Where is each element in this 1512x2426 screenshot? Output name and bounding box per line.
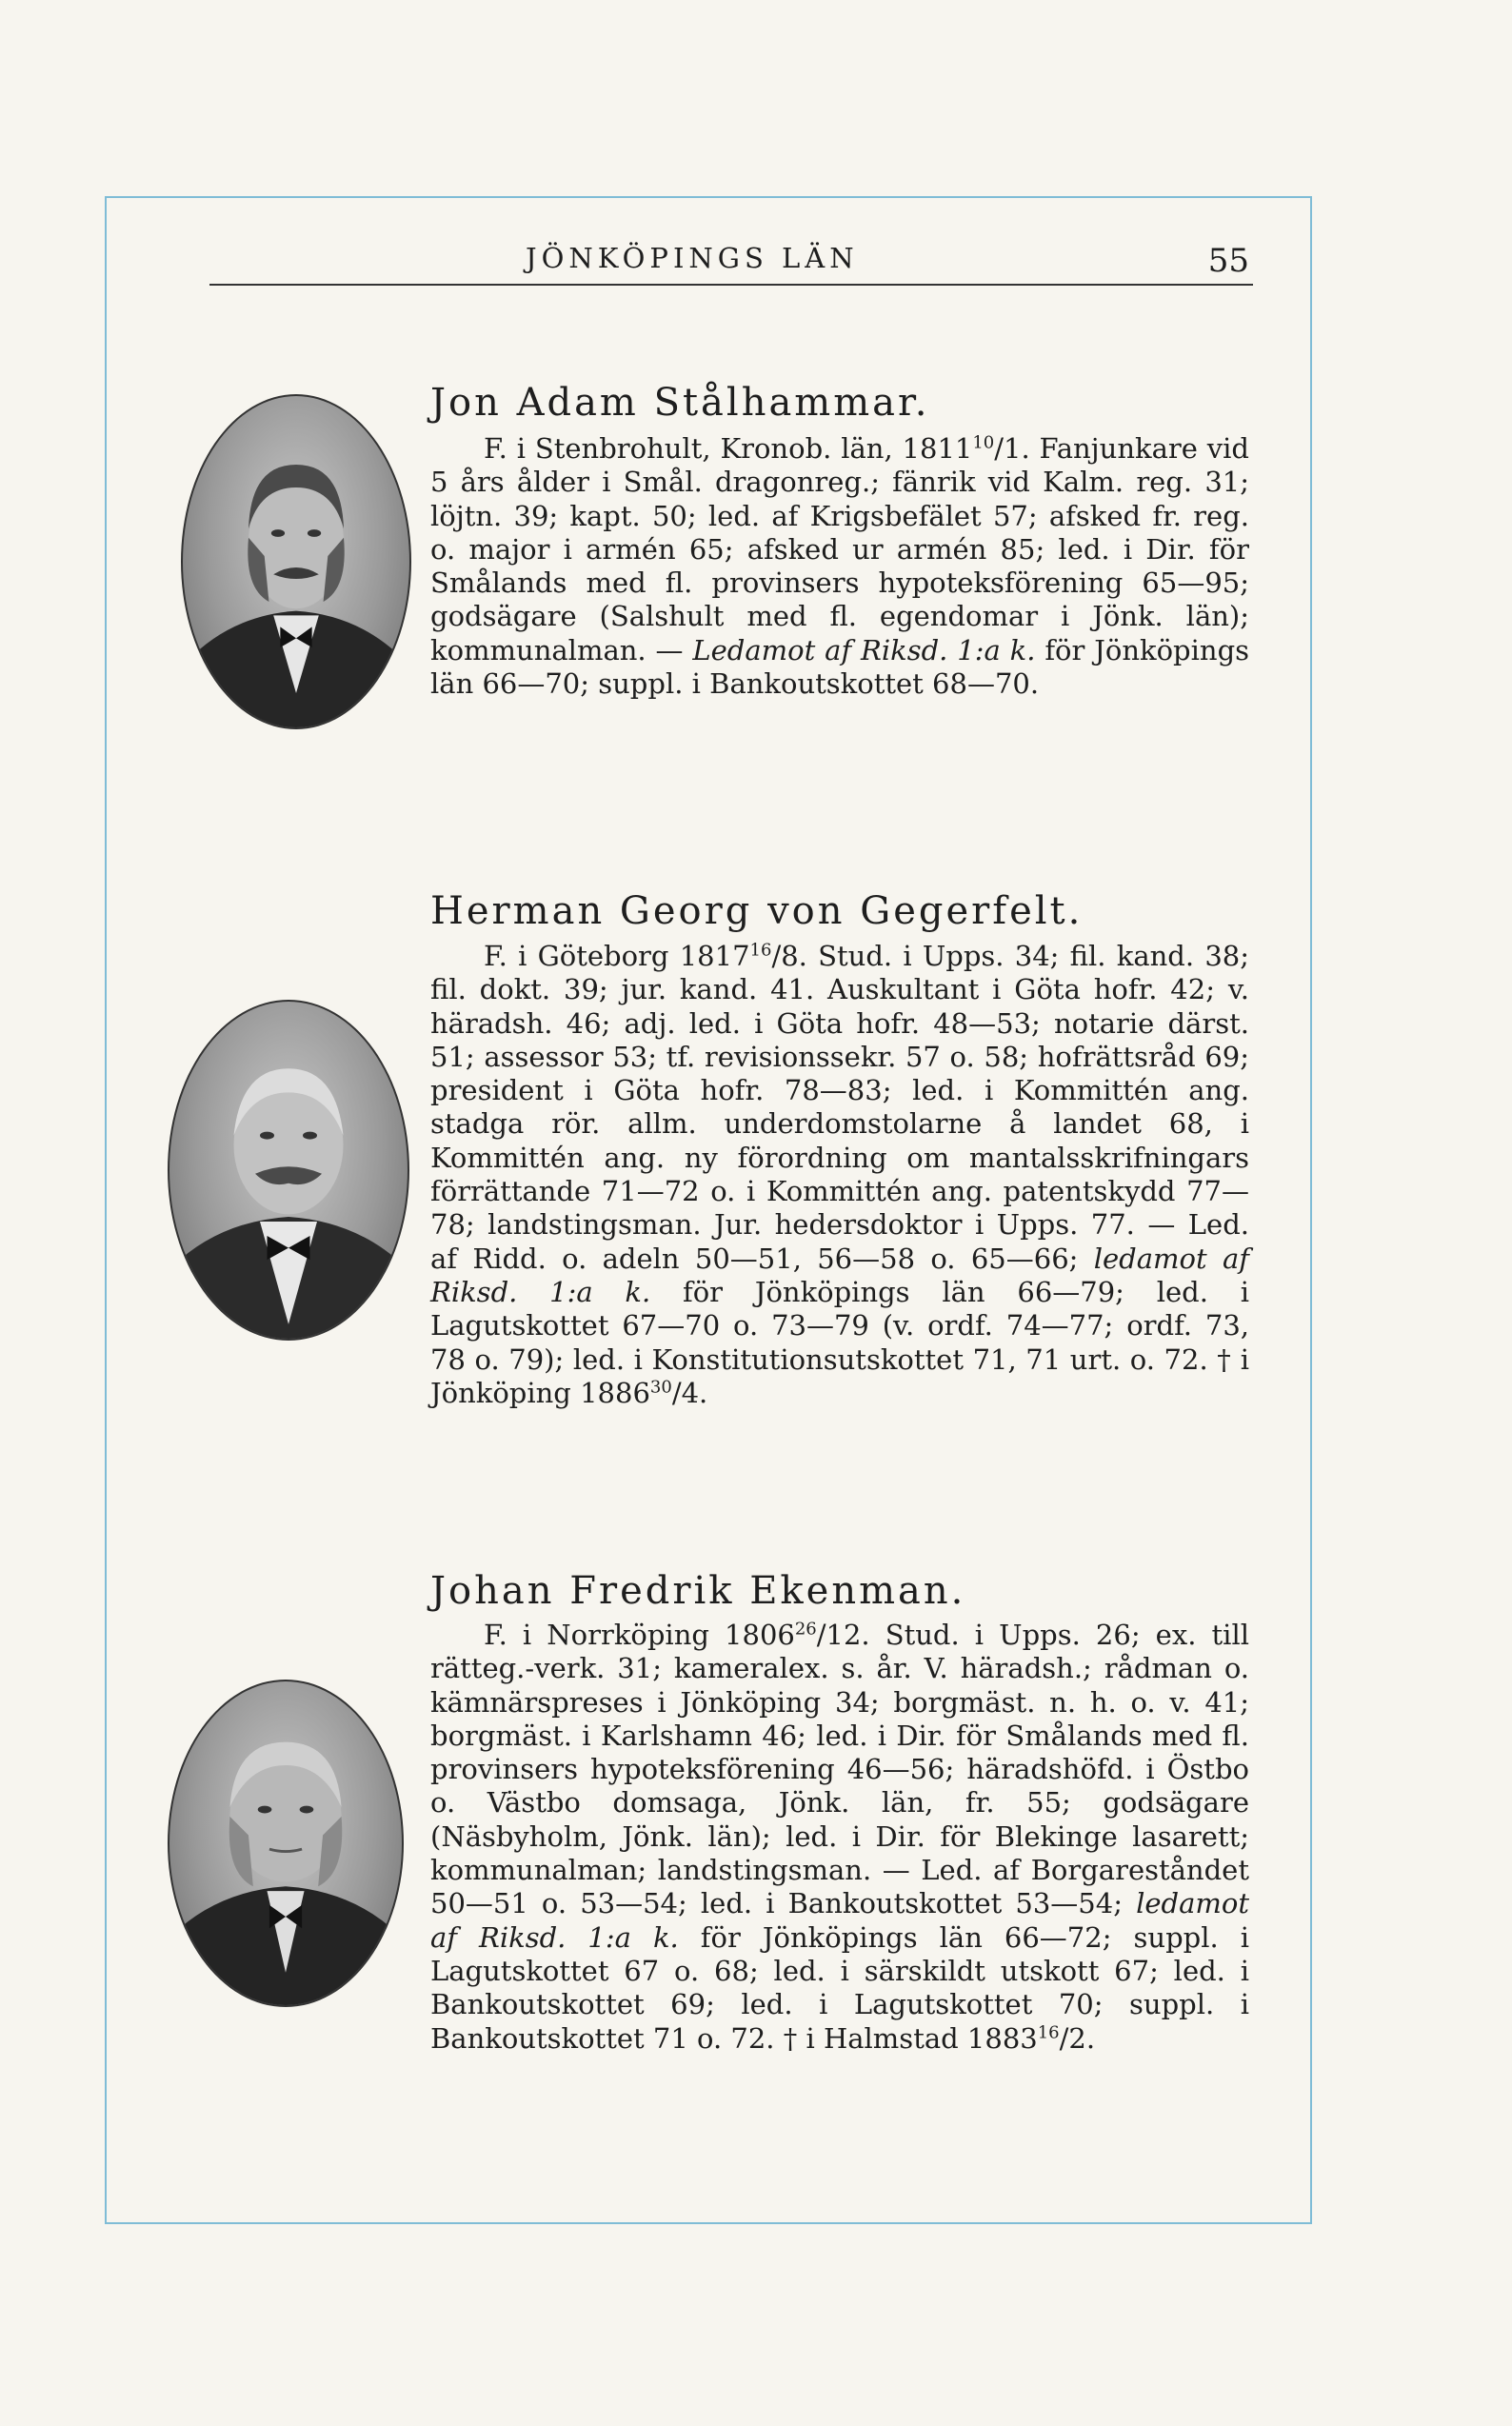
portrait-photo bbox=[168, 1680, 404, 2007]
bio-segment: för Jönköpings län 66—79; led. i Lagutskottet 67—70 o. 73—79 (v. ordf. 74—77; ordf. 73, 78 o. 79); led. i Konstitutionsutskottet 71, 71 urt. o. 72. † i Jönköping 1886 bbox=[430, 1275, 1249, 1409]
portrait-icon bbox=[183, 396, 409, 727]
bio-segment: /1. Fanjunkare vid 5 års ålder i Smål. dragonreg.; fänrik vid Kalm. reg. 31; löjtn. 39; kapt. 50; led. af Krigsbefälet 57; afsked fr. reg. o. major i armén 65; afsked ur armén 85; led. i Dir. för Smålands med fl. provinsers hypoteksförening 65—95; godsägare (Salshult med fl. egendomar i Jönk. län); kommunalman. — bbox=[430, 432, 1249, 666]
bio-segment: /2. bbox=[1059, 2021, 1096, 2055]
bio-date-sup: 16 bbox=[1037, 2021, 1060, 2042]
biography-text bbox=[430, 940, 1249, 1410]
bio-segment: för Jönköpings län 66—72; suppl. i Lagutskottet 67 o. 68; led. i särskildt utskott 67; led. i Bankoutskottet 69; led. i Lagutskottet 70; suppl. i Bankoutskottet 71 o. 72. † i Halmstad 1883 bbox=[430, 1920, 1249, 2055]
portrait-photo bbox=[168, 1000, 409, 1341]
bio-segment: /8. Stud. i Upps. 34; fil. kand. 38; fil. dokt. 39; jur. kand. 41. Auskultant i Göta hofr. 42; v. häradsh. 46; adj. led. i Göta hofr. 48—53; notarie därst. 51; assessor 53; tf. revisionssekr. 57 o. 58; hofrättsråd 69; president i Göta hofr. 78—83; led. i Kommittén ang. stadga rör. allm. underdomstolarne å landet 68, i Kommittén ang. ny förordning om mantalsskrifningars förrättande 71—72 o. i Kommittén ang. patentskydd 77—78; landstingsman. Jur. hedersdoktor i Upps. 77. — Led. af Ridd. o. adeln 50—51, 56—58 o. 65—66; bbox=[430, 940, 1249, 1275]
bio-segment: för Jönköpings län 66—70; suppl. i Bankoutskottet 68—70. bbox=[430, 633, 1250, 701]
biography-text bbox=[430, 432, 1249, 701]
biography-text bbox=[430, 1619, 1249, 2056]
bio-segment: F. i Norrköping 1806 bbox=[484, 1619, 795, 1651]
bio-segment: F. i Göteborg 1817 bbox=[484, 940, 750, 972]
bio-italic: ledamot af Riksd. 1:a k. bbox=[430, 1887, 1249, 1954]
bio-italic: Ledamot af Riksd. 1:a k. bbox=[692, 633, 1036, 666]
bio-segment: /12. Stud. i Upps. 26; ex. till rätteg.-verk. 31; kameralex. s. år. V. häradsh.; rådman o. kämnärspreses i Jönköping 34; borgmäst. n. h. o. v. 41; borgmäst. i Karlshamn 46; led. i Dir. för Smålands med fl. provinsers hypoteksförening 46—56; häradshöfd. i Östbo o. Västbo domsaga, Jönk. län, fr. 55; godsägare (Näsbyholm, Jönk. län); led. i Dir. för Blekinge lasarett; kommunalman; landstingsman. — Led. af Borgareståndet 50—51 o. 53—54; led. i Bankoutskottet 53—54; bbox=[430, 1619, 1249, 1920]
bio-italic: ledamot af Riksd. 1:a k. bbox=[430, 1242, 1249, 1308]
portrait-icon bbox=[169, 1002, 408, 1339]
running-header bbox=[209, 236, 1253, 286]
person-name: Jon Adam Stålhammar. bbox=[430, 381, 930, 425]
portrait-icon bbox=[169, 1681, 402, 2005]
person-name: Herman Georg von Gegerfelt. bbox=[430, 889, 1084, 933]
bio-date-sup: 26 bbox=[794, 1619, 817, 1640]
bio-segment: F. i Stenbrohult, Kronob. län, 1811 bbox=[484, 432, 973, 465]
bio-date-sup: 16 bbox=[749, 940, 772, 961]
bio-date-sup: 10 bbox=[972, 432, 995, 453]
page-number: 55 bbox=[1207, 242, 1249, 280]
running-title: JÖNKÖPINGS LÄN bbox=[526, 242, 859, 274]
portrait-photo bbox=[181, 394, 411, 729]
bio-segment: /4. bbox=[671, 1376, 708, 1409]
header-rule bbox=[209, 284, 1253, 286]
person-name: Johan Fredrik Ekenman. bbox=[430, 1569, 966, 1613]
bio-date-sup: 30 bbox=[649, 1377, 672, 1398]
